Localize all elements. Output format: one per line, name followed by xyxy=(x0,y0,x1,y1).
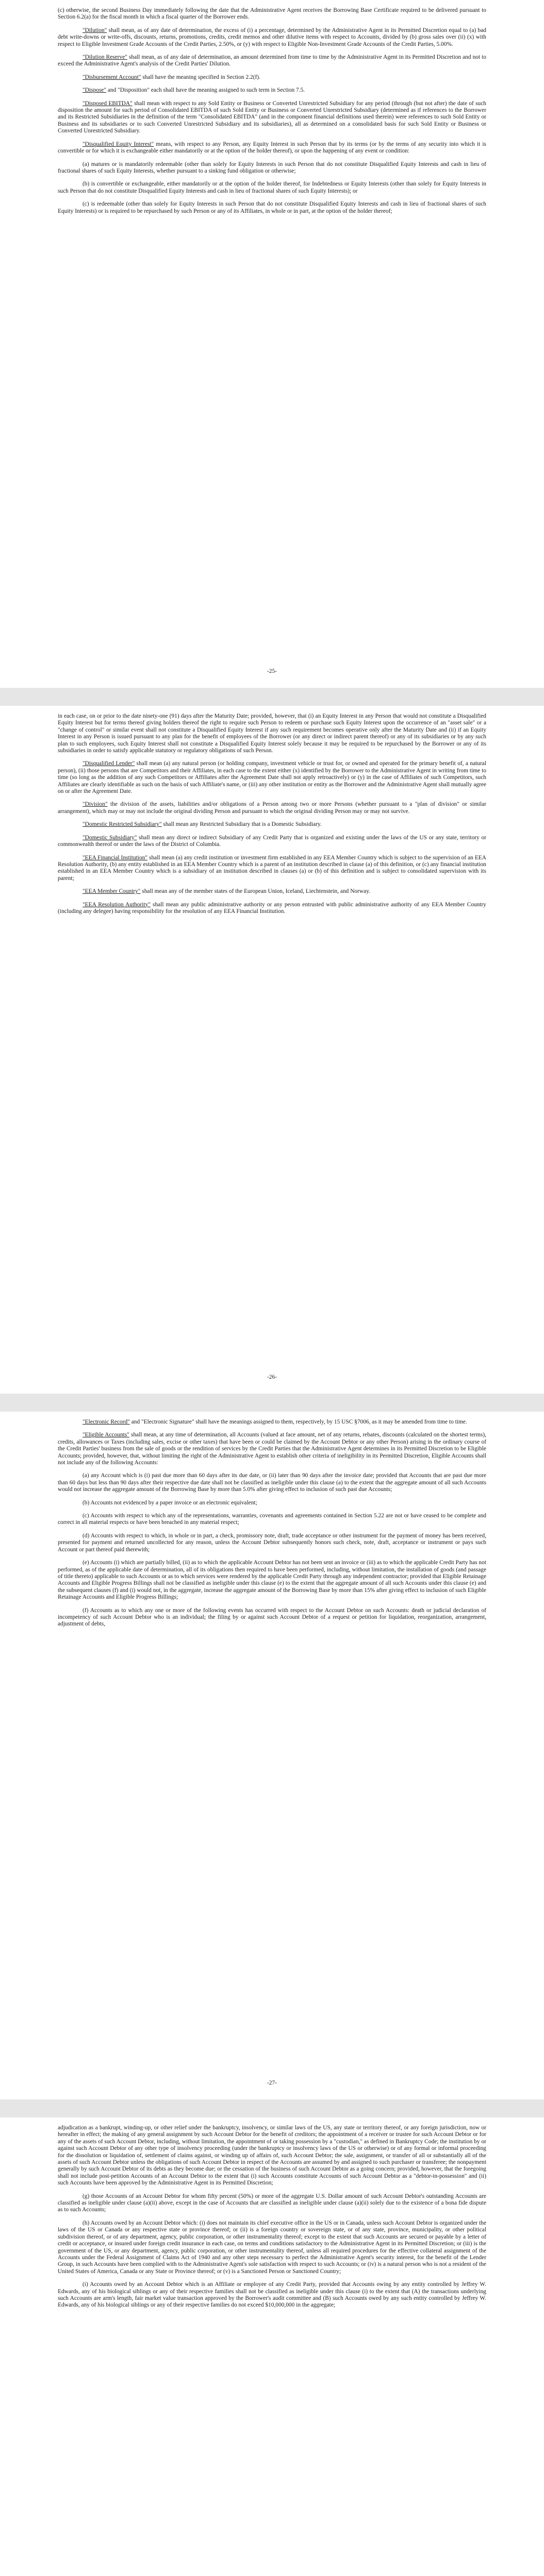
paragraph: "EEA Member Country" shall mean any of the member states of the European Union, Iceland, Liechtenstein, and Norway. xyxy=(83,888,370,895)
paragraph: adjudication as a bankrupt, winding-up, or other relief under the bankruptcy, insolvency, or similar laws of the US, any state or territory thereof, or any foreign jurisdiction, now or hereafter in effect; the making of any general assignment by such Account Debtor for the benefit of creditors; the appointment of a receiver or trustee for such Account Debtor or for any of the assets of such Account Debtor, including, without limitation, the appointment of or taking possession by a "custodian," as defined in Bankruptcy Code; the institution by or against such Account Debtor of any other type of insolvency proceeding (under the bankruptcy or insolvency laws of the US or otherwise) or of any formal or informal proceeding for the dissolution or liquidation of, settlement of claims against, or winding up of affairs of, such Account Debtor; the sale, assignment, or transfer of all or substantially all of the assets of such Account Debtor unless the obligations of such Account Debtor in respect of the Accounts are assumed by and assigned to such purchaser or transferee; the nonpayment generally by such Account Debtor of its debts as they become due; or the cessation of the business of such Account Debtor as a going concern; provided, however, that the foregoing shall not include post-petition Accounts of an Account Debtor to the extent that (i) such Accounts constitute Accounts of such Account Debtor as a "debtor-in-possession" and (ii) such Accounts have been approved by the Administrative Agent in its Permitted Discretion; xyxy=(58,2125,486,2187)
paragraph: (b) Accounts not evidenced by a paper invoice or an electronic equivalent; xyxy=(83,1499,257,1506)
page-27 xyxy=(0,1412,544,2099)
paragraph: "EEA Resolution Authority" shall mean any public administrative authority or any person entrusted with public administrative authority of any EEA Member Country (including any delegee) having responsibility for the resolution of any EEA Financial Institution. xyxy=(58,901,486,914)
paragraph: "EEA Financial Institution" shall mean (a) any credit institution or investment firm established in any EEA Member Country which is subject to the supervision of an EEA Resolution Authority, (b) any entity established in an EEA Member Country which is a parent of an institution described in clause (a) of this definition, or (c) any financial institution established in an EEA Member Country which is a subsidiary of an institution described in clauses (a) or (b) of this definition and is subject to consolidated supervision with its parent; xyxy=(58,854,486,882)
paragraph: "Disposed EBITDA" shall mean with respect to any Sold Entity or Business or Converted Unrestricted Subsidiary for any period (through (but not after) the date of such disposition the amount for such period of Consolidated EBITDA of such Sold Entity or Business or Converted Unrestricted Subsidiary (determined as if references to the Borrower and its Restricted Subsidiaries in the definition of the term "Consolidated EBITDA" (and in the component financial definitions used therein) were references to such Sold Entity or Business and its subsidiaries or to such Converted Unrestricted Subsidiary and its subsidiaries), all as determined on a consolidated basis for such Sold Entity or Business or Converted Unrestricted Subsidiary. xyxy=(58,100,486,134)
page-number: -27- xyxy=(267,2080,277,2086)
paragraph: (e) Accounts (i) which are partially billed, (ii) as to which the applicable Account Debtor has not been sent an invoice or (iii) as to which the applicable Credit Party has not performed, as of the applicable date of determination, all of its obligations then required to have been performed, including, without limitation, the installation of goods (and passage of title thereto) applicable to such Accounts or as to which services were rendered by the applicable Credit Party through any independent contractor; provided that Eligible Retainage Accounts and Eligible Progress Billings shall not be classified as ineligible under this clause (e) to the extent that the aggregate amount of all such Accounts under this clause (e) and the subsequent clauses (f) and (i) would not, in the aggregate, increase the aggregate amount of the Borrowing Base by more than 15% after giving effect to inclusion of such Eligible Retainage Accounts and Eligible Progress Billings; xyxy=(58,1560,486,1601)
paragraph: (d) Accounts with respect to which, in whole or in part, a check, promissory note, draft, trade acceptance or other instrument for the payment of money has been received, presented for payment and returned uncollected for any reason, unless the Account Debtor subsequently honors such check, note, draft, acceptance or instrument or pays such Account or part thereof paid therewith; xyxy=(58,1532,486,1553)
paragraph: "Disqualified Equity Interest" means, with respect to any Person, any Equity Interest in such Person that by its terms (or by the terms of any security into which it is convertible or for which it is exchangeable either mandatorily or at the option of the holder thereof), or upon the happening of any event or condition: xyxy=(58,141,486,155)
paragraph: (a) any Account which is (i) past due more than 60 days after its due date, or (ii) later than 90 days after the invoice date; provided that Accounts that are past due more than 60 days but less than 90 days after their respective due date shall not be classified as ineligible under this clause (a) to the extent that the aggregate amount of all such Accounts would not increase the aggregate amount of the Borrowing Base by more than 5.0% after giving effect to inclusion of such past due Accounts; xyxy=(58,1472,486,1493)
page-28 xyxy=(0,2117,544,2576)
paragraph: (c) is redeemable (other than solely for Equity Interests in such Person that do not constitute Disqualified Equity Interests and cash in lieu of fractional shares of such Equity Interests) or is required to be repurchased by such Person or any of its Affiliates, in whole or in part, at the option of the holder thereof; xyxy=(58,201,486,214)
paragraph: (c) otherwise, the second Business Day immediately following the date that the Administrative Agent receives the Borrowing Base Certificate required to be delivered pursuant to Section 6.2(a) for the fiscal month in which a fiscal quarter of the Borrower ends. xyxy=(58,7,486,21)
paragraph: (g) those Accounts of an Account Debtor for whom fifty percent (50%) or more of the aggregate U.S. Dollar amount of such Account Debtor's outstanding Accounts are classified as ineligible under clause (a)(ii) above, except in the case of Accounts that are classified as ineligible under clause (a)(ii) solely due to the existence of a bona fide dispute as to such Accounts; xyxy=(58,2193,486,2213)
paragraph: "Dispose" and "Disposition" each shall have the meaning assigned to such term in Section 7.5. xyxy=(83,87,305,94)
paragraph: (f) Accounts as to which any one or more of the following events has occurred with respect to the Account Debtor on such Accounts: death or judicial declaration of incompetency of such Account Debtor who is an individual; the filing by or against such Account Debtor of a request or petition for liquidation, reorganization, arrangement, adjustment of debts, xyxy=(58,1607,486,1628)
paragraph: "Dilution Reserve" shall mean, as of any date of determination, an amount determined from time to time by the Administrative Agent in its Permitted Discretion and not to exceed the Administrative Agent's analysis of the Credit Parties' Dilution. xyxy=(58,54,486,67)
paragraph: (h) Accounts owed by an Account Debtor which: (i) does not maintain its chief executive office in the US or in Canada, unless such Account Debtor is organized under the laws of the US or Canada or any respective state or province thereof; or (ii) is a foreign country or sovereign state, or of any state, province, municipality, or other political subdivision thereof, or of any department, agency, public corporation, or other instrumentality thereof; except to the extent that such Accounts are secured or payable by a letter of credit or acceptance, or insured under foreign credit insurance in each case, on terms and conditions satisfactory to the Administrative Agent in its Permitted Discretion; or (iii) is the government of the US, or any department, agency, public corporation, or other instrumentality thereof, unless all required procedures for the effective collateral assignment of the Accounts under the Federal Assignment of Claims Act of 1940 and any other steps necessary to perfect the Administrative Agent's security interest, for the benefit of the Lender Group, in such Accounts have been complied with to the Administrative Agent's sole satisfaction with respect to such Accounts; or (iv) is a natural person who is not a resident of the United States of America, Canada or any State or Province thereof; or (v) is a Sanctioned Person or Sanctioned Country; xyxy=(58,2219,486,2275)
page-number: -26- xyxy=(267,1374,277,1380)
paragraph: "Division" the division of the assets, liabilities and/or obligations of a Person among two or more Persons (whether pursuant to a "plan of division" or similar arrangement), which may or may not include the original dividing Person and pursuant to which the original dividing Person may or may not survive. xyxy=(58,801,486,815)
paragraph: "Eligible Accounts" shall mean, at any time of determination, all Accounts (valued at face amount, net of any returns, rebates, discounts (calculated on the shortest terms), credits, allowances or Taxes (including sales, excise or other taxes) that have been or could be claimed by the Account Debtor or any other Person) arising in the ordinary course of the Credit Parties' business from the sale of goods or the rendition of services by the Credit Parties that the Administrative Agent determines in its Permitted Discretion to be Eligible Accounts; provided, however, that, without limiting the right of the Administrative Agent to establish other criteria of ineligibility in its Permitted Discretion, Eligible Accounts shall not include any of the following Accounts: xyxy=(58,1432,486,1466)
paragraph: (i) Accounts owed by an Account Debtor which is an Affiliate or employee of any Credit Party, provided that Accounts owing by any entity controlled by Jeffrey W. Edwards, any of his biological siblings or any of their respective families shall not be classified as ineligible under this clause (i) to the extent that (A) the transactions underlying such Accounts are arm's length, fair market value transaction approved by the Borrower's audit committee and (B) such Accounts owed by any such entity controlled by Jeffrey W. Edwards, any of his biological siblings or any of their respective families do not exceed $10,000,000 in the aggregate; xyxy=(58,2281,486,2309)
paragraph: (c) Accounts with respect to which any of the representations, warranties, covenants and agreements contained in Section 5.22 are not or have ceased to be complete and correct in all material respects or have been breached in any material respect; xyxy=(58,1513,486,1526)
paragraph: "Domestic Subsidiary" shall mean any direct or indirect Subsidiary of any Credit Party that is organized and existing under the laws of the US or any state, territory or commonwealth thereof or under the laws of the District of Columbia. xyxy=(58,834,486,848)
paragraph: "Domestic Restricted Subsidiary" shall mean any Restricted Subsidiary that is a Domestic Subsidiary. xyxy=(83,821,322,828)
paragraph: (b) is convertible or exchangeable, either mandatorily or at the option of the holder thereof, for Indebtedness or Equity Interests (other than solely for Equity Interests in such Person that do not constitute Disqualified Equity Interests and cash in lieu of fractional shares of such Equity Interests); or xyxy=(58,181,486,194)
page-number: -25- xyxy=(267,668,277,674)
paragraph: "Disqualified Lender" shall mean (a) any natural person (or holding company, investment vehicle or trust for, or owned and operated for the primary benefit of, a natural person), (ii) those persons that are Competitors and their Affiliates, in each case to the extent either (x) identified by the Borrower to the Administrative Agent in writing from time to time (so long as the addition of any such Competitors or Affiliates after the Agreement Date shall not apply retroactively) or (y) in the case of Affiliates of such Competitors, such Affiliates are clearly identifiable as such on the basis of such Affiliate's name, or (iii) any other institution or entity as the Borrower and the Administrative Agent shall mutually agree on or after the Agreement Date. xyxy=(58,760,486,795)
page-25 xyxy=(0,0,544,688)
paragraph: (a) matures or is mandatorily redeemable (other than solely for Equity Interests in such Person that do not constitute Disqualified Equity Interests and cash in lieu of fractional shares of such Equity Interests, whether pursuant to a sinking fund obligation or otherwise; xyxy=(58,161,486,174)
paragraph: "Electronic Record" and "Electronic Signature" shall have the meanings assigned to them, respectively, by 15 USC §7006, as it may be amended from time to time. xyxy=(83,1419,467,1425)
paragraph: "Dilution" shall mean, as of any date of determination, the excess of (i) a percentage, determined by the Administrative Agent in its Permitted Discretion equal to (a) bad debt write-downs or write-offs, discounts, returns, promotions, credits, credit memos and other dilutive items with respect to Accounts, divided by (b) gross sales over (ii) (x) with respect to Eligible Investment Grade Accounts of the Credit Parties, 2.50%, or (y) with respect to Eligible Non-Investment Grade Accounts of the Credit Parties, 5.00%. xyxy=(58,27,486,47)
page-26 xyxy=(0,706,544,1394)
paragraph: in each case, on or prior to the date ninety-one (91) days after the Maturity Date; provided, however, that (i) an Equity Interest in any Person that would not constitute a Disqualified Equity Interest but for terms thereof giving holders thereof the right to require such Person to redeem or purchase such Equity Interest upon the occurrence of an "asset sale" or a "change of control" or similar event shall not constitute a Disqualified Equity Interest if any such requirement becomes operative only after the Maturity Date and (ii) if an Equity Interest in any Person is issued pursuant to any plan for the benefit of employees of the Borrower (or any direct or indirect parent thereof) or any of its subsidiaries or by any such plan to such employees, such Equity Interest shall not constitute a Disqualified Equity Interest solely because it may be required to be repurchased by the Borrower or any of its subsidiaries in order to satisfy applicable statutory or regulatory obligations of such Person. xyxy=(58,713,486,754)
paragraph: "Disbursement Account" shall have the meaning specified in Section 2.2(f). xyxy=(83,74,260,80)
